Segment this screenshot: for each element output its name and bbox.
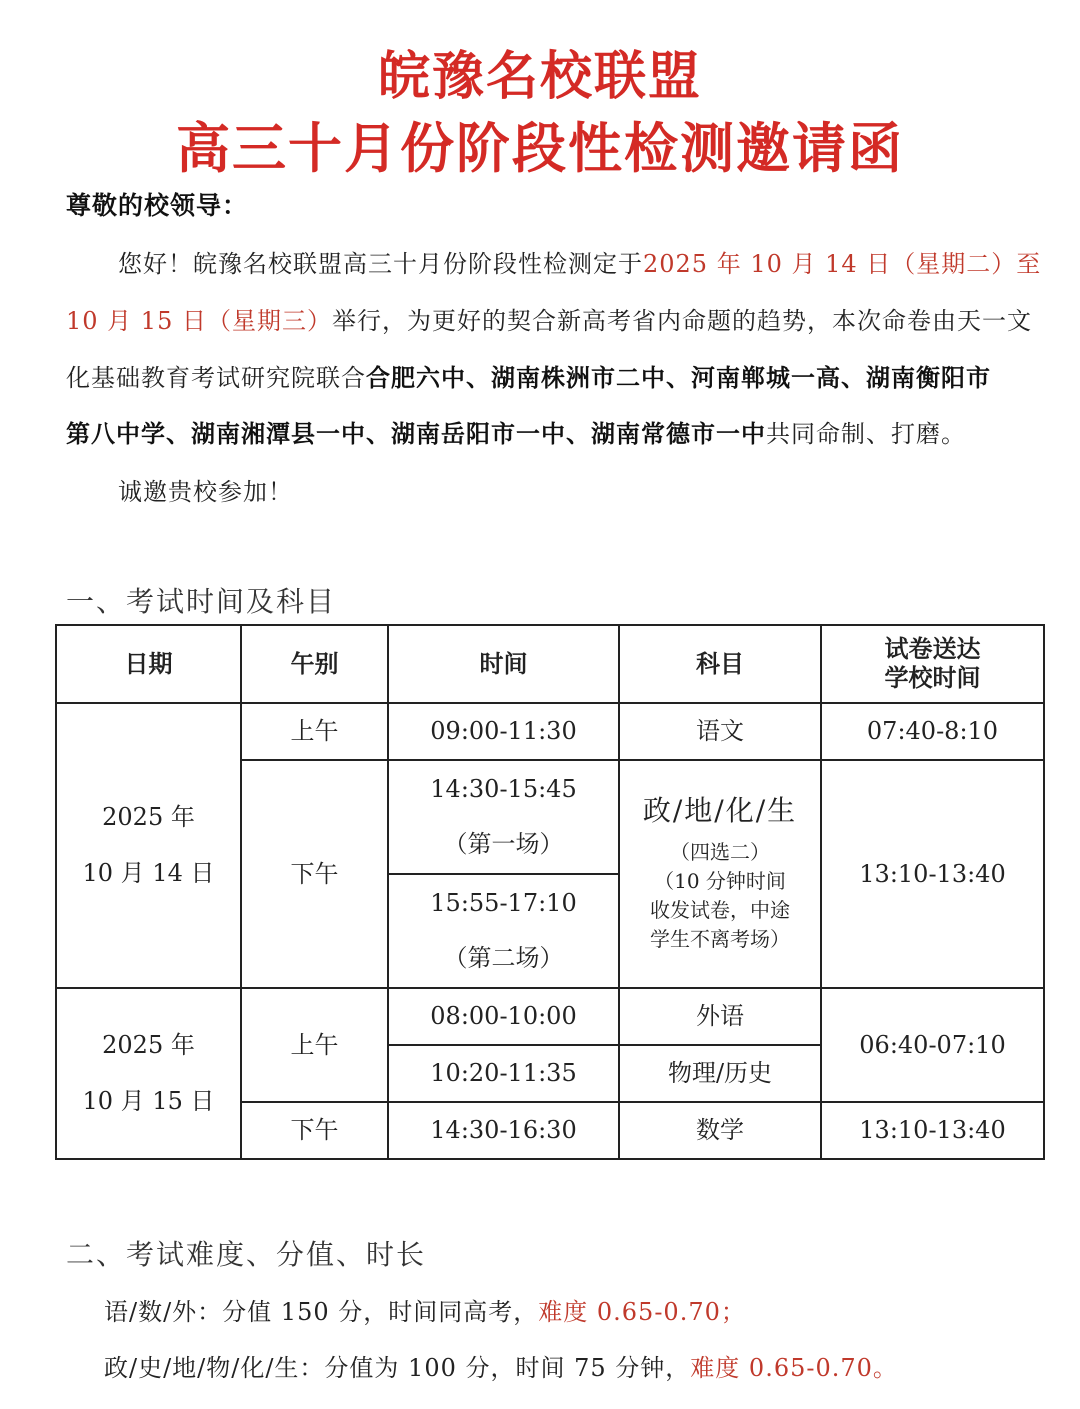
- exam-schedule-table: [55, 624, 1045, 1160]
- header-delivery-line1: 试卷送达: [884, 634, 981, 664]
- paragraph-text: 共同命制、打磨。: [766, 420, 966, 448]
- time-cell: [388, 760, 619, 874]
- header-time: 时间: [388, 625, 619, 703]
- salutation: 尊敬的校领导：: [66, 191, 249, 220]
- session-time: 14:30-15:45: [430, 774, 577, 803]
- header-date: 日期: [56, 625, 241, 703]
- time-cell: [388, 874, 619, 988]
- section-heading-schedule: 一、考试时间及科目: [66, 585, 337, 618]
- delivery-cell: 13:10-13:40: [821, 1102, 1044, 1159]
- date-cell-day2: [56, 988, 241, 1159]
- subject-note: （四选二）: [670, 839, 770, 864]
- subject-cell: 数学: [619, 1102, 821, 1159]
- subject-cell: [619, 760, 821, 988]
- subject-elective: 政/地/化/生: [642, 794, 798, 828]
- section-heading-difficulty: 二、考试难度、分值、时长: [66, 1238, 427, 1271]
- paragraph-line-3: [66, 358, 991, 393]
- table-header-row: [56, 625, 1044, 703]
- difficulty-value: 难度 0.65-0.70。: [690, 1354, 898, 1382]
- header-subject: 科目: [619, 625, 821, 703]
- subject-cell: 外语: [619, 988, 821, 1045]
- title-line2: 高三十月份阶段性检测邀请函: [176, 117, 904, 180]
- period-cell: 上午: [241, 703, 388, 760]
- time-cell: 08:00-10:00: [388, 988, 619, 1045]
- date-day: 10 月 15 日: [82, 1086, 215, 1115]
- delivery-cell: 07:40-8:10: [821, 703, 1044, 760]
- header-delivery-line2: 学校时间: [884, 663, 981, 692]
- time-cell: 10:20-11:35: [388, 1045, 619, 1102]
- header-period: 午别: [241, 625, 388, 703]
- date-cell-day1: [56, 703, 241, 988]
- table-row: [56, 703, 1044, 760]
- header-delivery: [821, 625, 1044, 703]
- paragraph-line-4: [66, 414, 966, 449]
- date-day: 10 月 14 日: [82, 858, 215, 887]
- title-line1: 皖豫名校联盟: [377, 47, 702, 107]
- invite-text: 诚邀贵校参加！: [118, 478, 293, 506]
- paragraph-text: 您好！皖豫名校联盟高三十月份阶段性检测定于: [118, 250, 643, 278]
- period-cell: 上午: [241, 988, 388, 1102]
- time-cell: 09:00-11:30: [388, 703, 619, 760]
- table-row: [56, 988, 1044, 1045]
- school-list: 第八中学、湖南湘潭县一中、湖南岳阳市一中、湖南常德市一中: [66, 419, 766, 448]
- date-year: 2025 年: [102, 803, 195, 832]
- date-year: 2025 年: [102, 1031, 195, 1060]
- difficulty-line-2: [104, 1348, 898, 1383]
- subject-cell: 语文: [619, 703, 821, 760]
- subject-note: （10 分钟时间: [654, 868, 786, 893]
- period-cell: 下午: [241, 760, 388, 988]
- score-info: 语/数/外：分值 150 分，时间同高考，: [104, 1298, 539, 1326]
- period-cell: 下午: [241, 1102, 388, 1159]
- school-list: 合肥六中、湖南株洲市二中、河南郸城一高、湖南衡阳市: [366, 363, 991, 392]
- delivery-cell: 13:10-13:40: [821, 760, 1044, 988]
- paragraph-text: 化基础教育考试研究院联合: [66, 364, 366, 392]
- difficulty-line-1: [104, 1292, 746, 1327]
- exam-date-start: 2025 年 10 月 14 日（星期二）至: [643, 250, 1042, 278]
- difficulty-value: 难度 0.65-0.70；: [538, 1298, 746, 1326]
- time-cell: 14:30-16:30: [388, 1102, 619, 1159]
- paragraph-line-1: [118, 244, 1041, 279]
- session-label: （第二场）: [443, 944, 564, 972]
- subject-note: 收发试卷，中途: [650, 897, 790, 922]
- paragraph-text: 举行，为更好的契合新高考省内命题的趋势，本次命卷由天一文: [331, 307, 1032, 335]
- subject-cell: 物理/历史: [619, 1045, 821, 1102]
- session-time: 15:55-17:10: [430, 888, 577, 917]
- exam-date-end: 10 月 15 日（星期三）: [66, 307, 332, 335]
- delivery-cell: 06:40-07:10: [821, 988, 1044, 1102]
- session-label: （第一场）: [443, 830, 564, 858]
- score-info: 政/史/地/物/化/生：分值为 100 分，时间 75 分钟，: [104, 1354, 691, 1382]
- paragraph-line-2: [66, 301, 1032, 336]
- subject-note: 学生不离考场）: [650, 926, 790, 951]
